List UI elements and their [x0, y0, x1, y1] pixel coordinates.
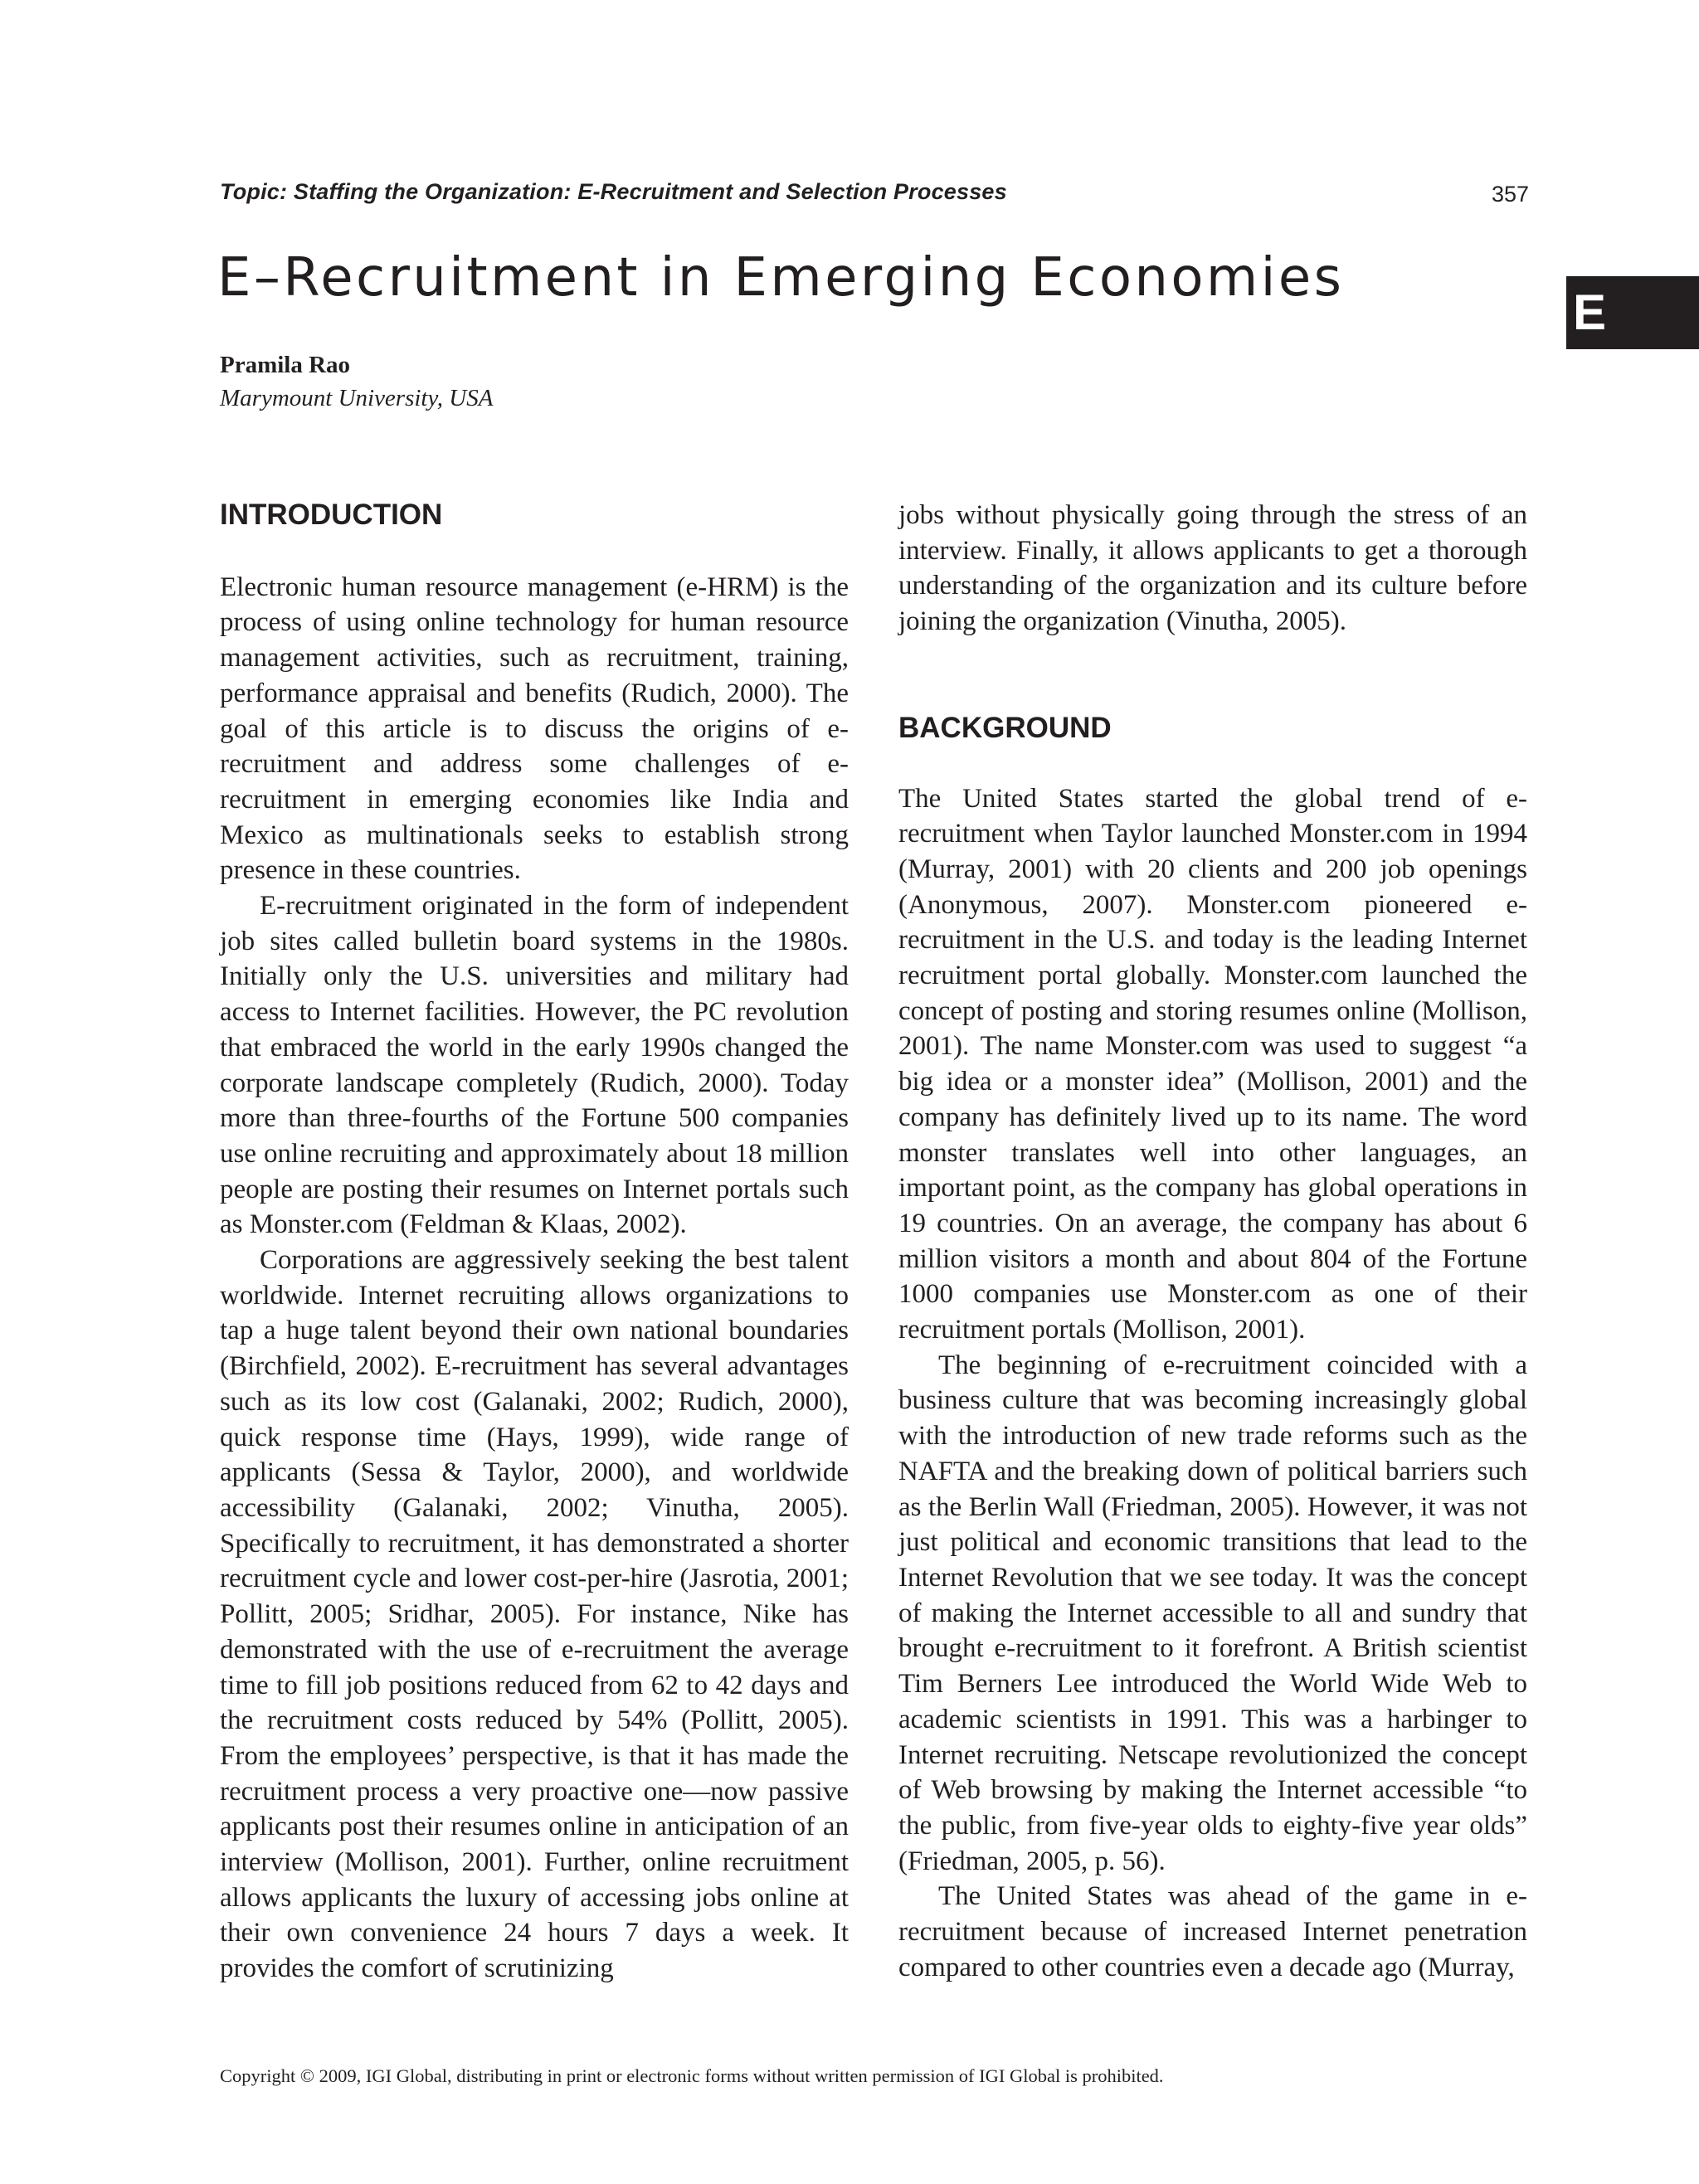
thumb-index-tab: E [1566, 276, 1699, 349]
section-heading-introduction: INTRODUCTION [220, 499, 443, 531]
right-column [898, 498, 1527, 1985]
paragraph-continuation: jobs without physically going through the stress of an interview. Finally, it allows applicants to get a thorough understanding of the organization and its culture before joining the organization (Vinutha, 2005). [898, 500, 1527, 637]
running-head-topic: Topic: Staffing the Organization: E-Recruitment and Selection Processes [220, 179, 1007, 204]
article-title: E–Recruitment in Emerging Economies [217, 247, 1345, 309]
section-heading-background: BACKGROUND [898, 711, 1112, 744]
paragraph: The beginning of e-recruitment coincided with a business culture that was becoming increasingly global with the introduction of new trade reforms such as the NAFTA and the breaking down of political barriers such as the Berlin Wall (Friedman, 2005). However, it was not just political and economic transitions that lead to the Internet Revolution that we see today. It was the concept of making the Internet accessible to all and sundry that brought e-recruitment to it forefront. A British scientist Tim Berners Lee introduced the World Wide Web to academic scientists in 1991. This was a harbinger to Internet recruiting. Netscape revolutionized the concept of Web browsing by making the Internet accessible “to the public, from five-year olds to eighty-five year olds” (Friedman, 2005, p. 56). [898, 1350, 1527, 1876]
paragraph: The United States started the global trend of e-recruitment when Taylor launched Monster.com in 1994 (Murray, 2001) with 20 clients and 200 job openings (Anonymous, 2007). Monster.com pioneered e-recruitment in the U.S. and today is the leading Internet recruitment portal globally. Monster.com launched the concept of posting and storing resumes online (Mollison, 2001). The name Monster.com was used to suggest “a big idea or a monster idea” (Mollison, 2001) and the company has definitely lived up to its name. The word monster translates well into other languages, an important point, as the company has global operations in 19 countries. On an average, the company has about 6 million visitors a month and about 804 of the Fortune 1000 companies use Monster.com as one of their recruitment portals (Mollison, 2001). [898, 783, 1527, 1345]
page-number: 357 [1491, 182, 1529, 207]
paragraph: Corporations are aggressively seeking the best talent worldwide. Internet recruiting allows organizations to tap a huge talent beyond their own national boundaries (Birchfield, 2002). E-recruitment has several advantages such as its low cost (Galanaki, 2002; Rudich, 2000), quick response time (Hays, 1999), wide range of applicants (Sessa & Taylor, 2000), and worldwide accessibility (Galanaki, 2002; Vinutha, 2005). Specifically to recruitment, it has demonstrated a shorter recruitment cycle and lower cost-per-hire (Jasrotia, 2001; Pollitt, 2005; Sridhar, 2005). For instance, Nike has demonstrated with the use of e-recruitment the average time to fill job positions reduced from 62 to 42 days and the recruitment costs reduced by 54% (Pollitt, 2005). From the employees’ perspective, is that it has made the recruitment process a very proactive one—now passive applicants post their resumes online in anticipation of an interview (Mollison, 2001). Further, online recruitment allows applicants the luxury of accessing jobs online at their own convenience 24 hours 7 days a week. It provides the comfort of scrutinizing [220, 1245, 849, 1984]
author-affiliation: Marymount University, USA [220, 385, 494, 411]
left-column [220, 498, 849, 1987]
paragraph: Electronic human resource management (e-HRM) is the process of using online technology for human resource management activities, such as recruitment, training, performance appraisal and benefits (Rudich, 2000). The goal of this article is to discuss the origins of e-recruitment and address some challenges of e-recruitment in emerging economies like India and Mexico as multinationals seeks to establish strong presence in these countries. [220, 572, 849, 886]
author-name: Pramila Rao [220, 352, 351, 378]
paragraph: E-recruitment originated in the form of independent job sites called bulletin board systems in the 1980s. Initially only the U.S. universities and military had access to Internet facilities. However, the PC revolution that embraced the world in the early 1990s changed the corporate landscape completely (Rudich, 2000). Today more than three-fourths of the Fortune 500 companies use online recruiting and approximately about 18 million people are posting their resumes on Internet portals such as Monster.com (Feldman & Klaas, 2002). [220, 891, 849, 1240]
copyright-notice: Copyright © 2009, IGI Global, distributing in print or electronic forms without written permission of IGI Global is prohibited. [220, 2065, 1164, 2086]
paragraph: The United States was ahead of the game in e-recruitment because of increased Internet penetration compared to other countries even a decade ago (Murray, [898, 1881, 1527, 1982]
